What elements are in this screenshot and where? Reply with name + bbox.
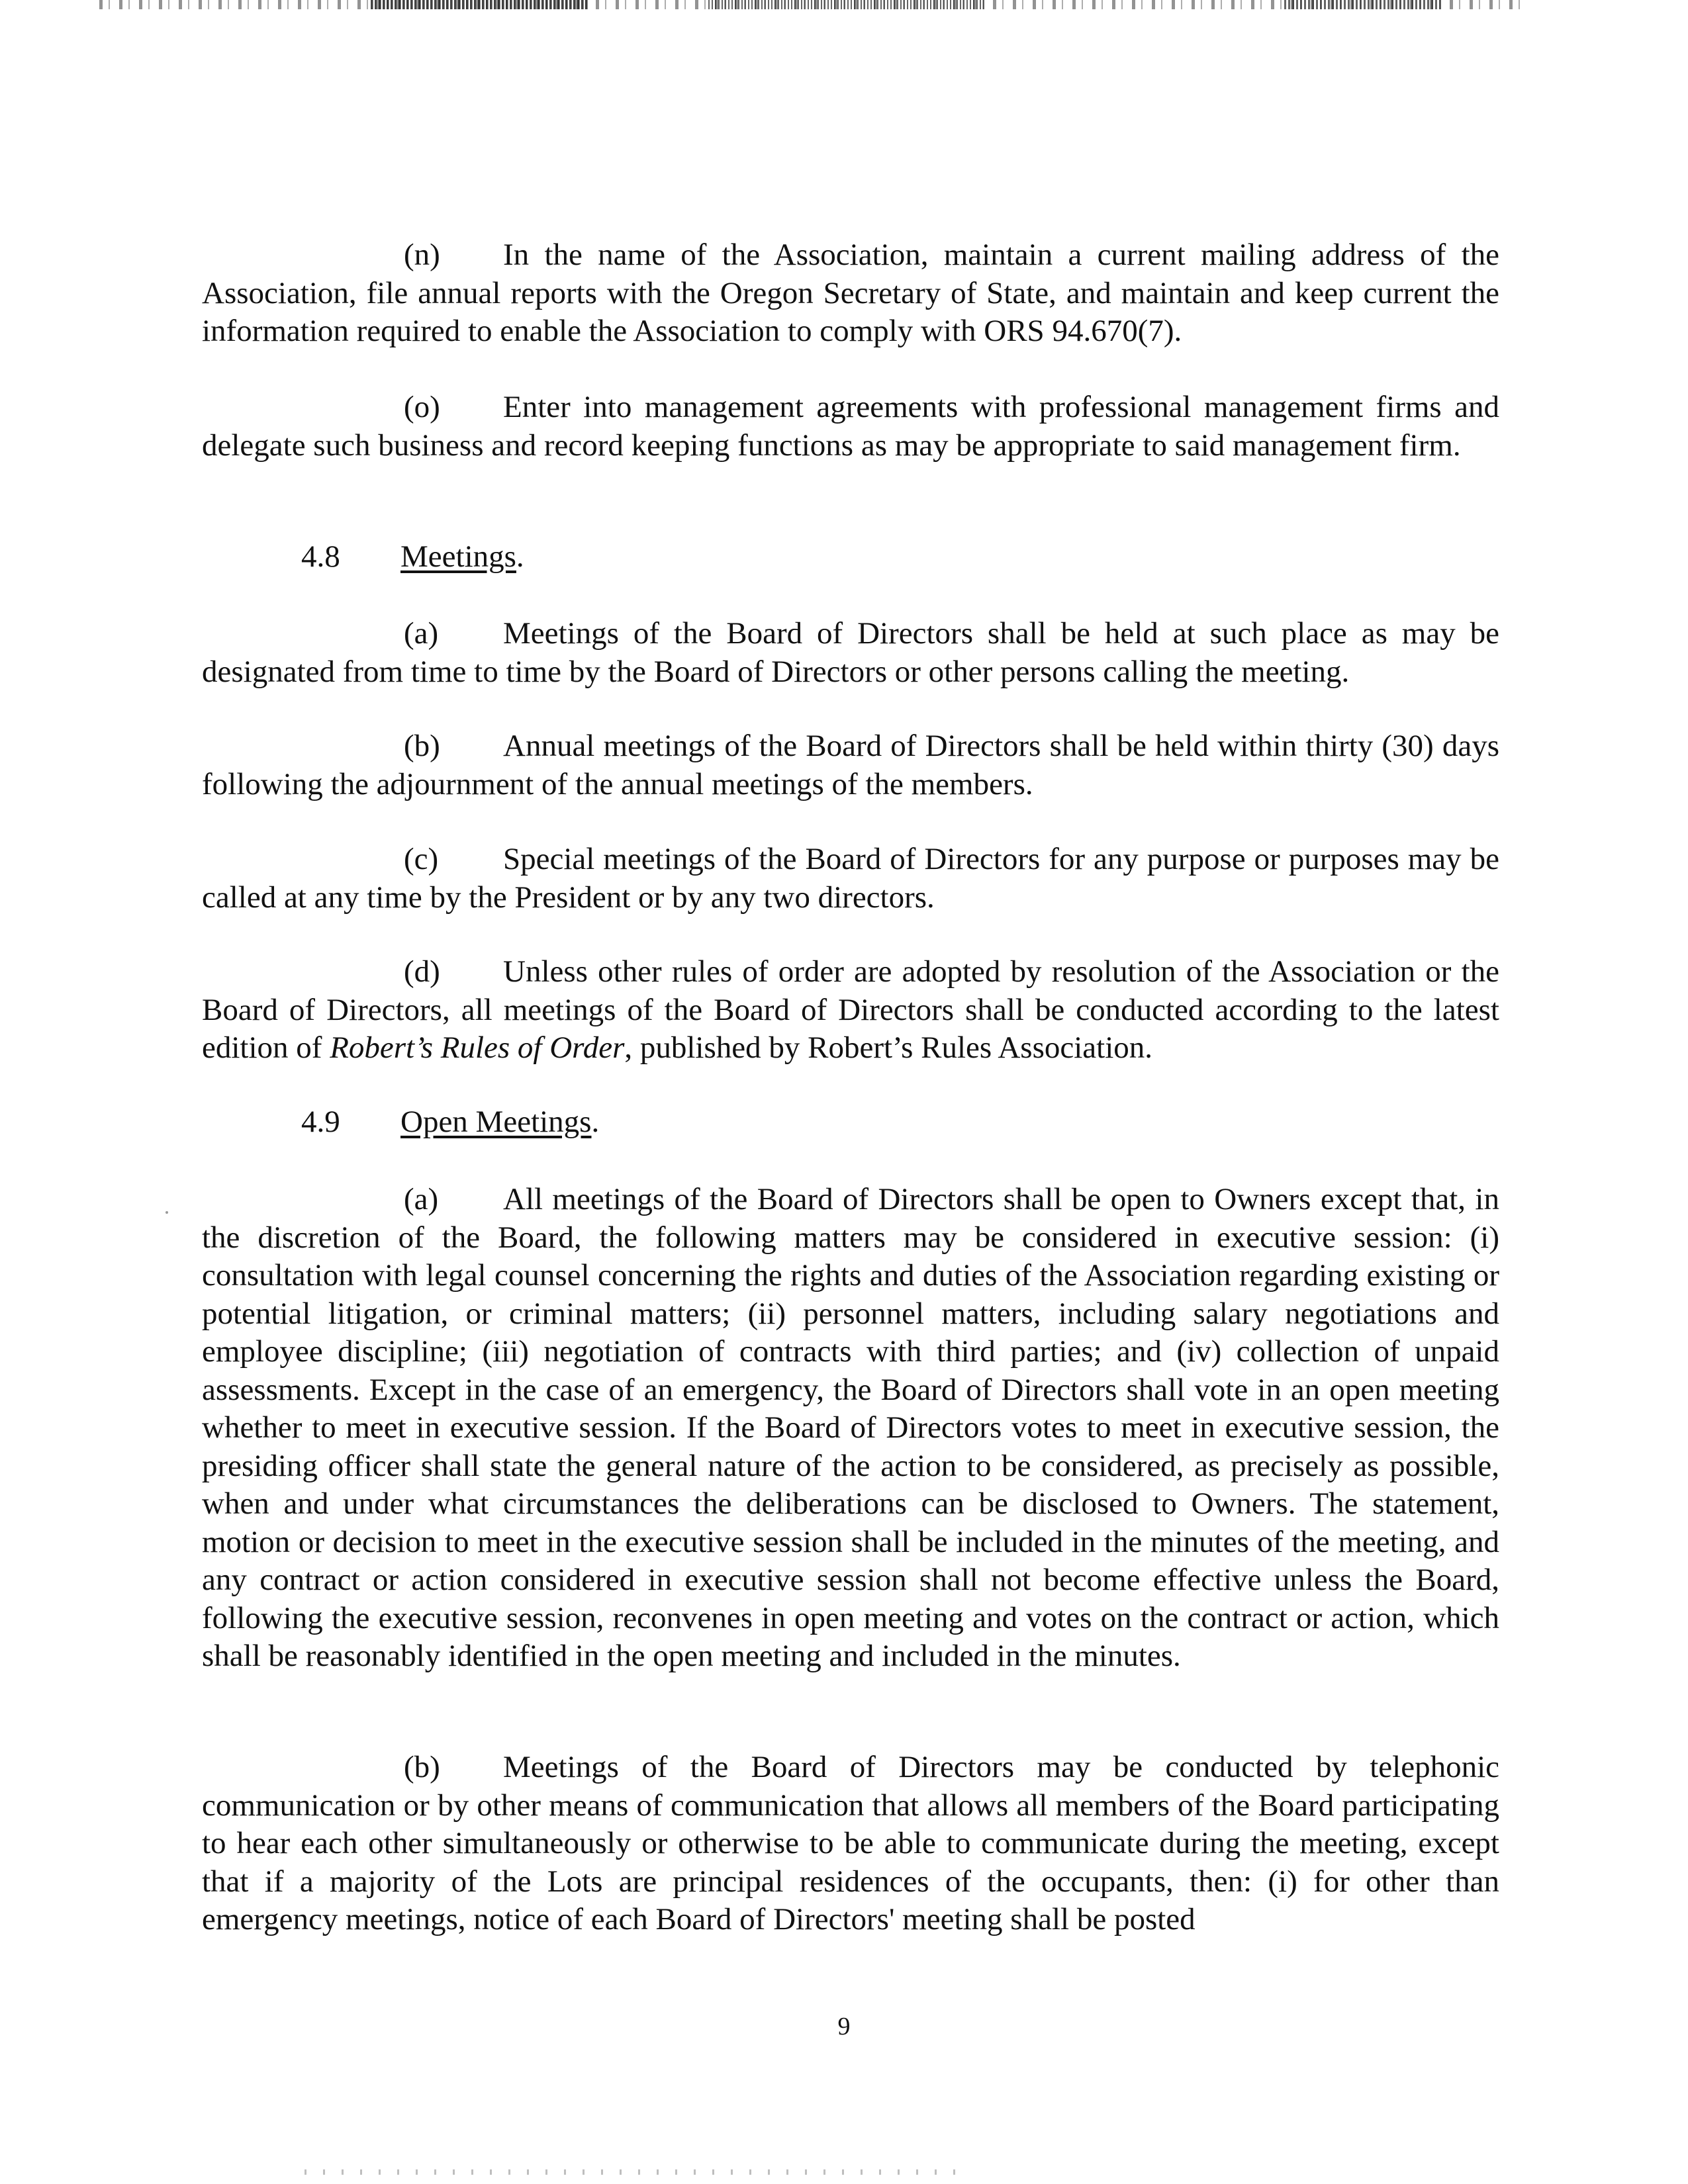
paragraph-label: (d) (404, 954, 440, 989)
paragraph-text: In the name of the Association, maintain a current mailing address of the Association, file annual reports with the Oregon Secretary of State, and maintain and keep current the information required to enable the Association to comply with ORS 94.670(7). (202, 238, 1499, 348)
paragraph-label: (a) (404, 1182, 439, 1216)
section-title: Open Meetings (400, 1105, 592, 1139)
paragraph-label: (b) (404, 1750, 440, 1784)
paragraph-text: Meetings of the Board of Directors may be conducted by telephonic communication or by other means of communication that allows all members of the Board participating to hear each other simultaneously or otherwise to be able to communicate during the meeting, except that if a majority of the Lots are principal residences of the occupants, then: (i) for other than emergency meetings, notice of each Board of Directors' meeting shall be posted (202, 1750, 1499, 1936)
paragraph-n (202, 236, 1499, 351)
paragraph-label: (a) (404, 616, 439, 651)
scan-artifact-speck (165, 1211, 168, 1214)
paragraph-4-8-b (202, 727, 1499, 803)
paragraph-text: Special meetings of the Board of Directors for any purpose or purposes may be called at any time by the President or by any two directors. (202, 842, 1499, 915)
paragraph-text: Unless other rules of order are adopted by resolution of the Association or the Board of Directors, all meetings of the Board of Directors shall be conducted according to the latest edition of (202, 954, 1499, 1065)
paragraph-4-8-a (202, 615, 1499, 691)
paragraph-text: Annual meetings of the Board of Directors shall be held within thirty (30) days following the adjournment of the annual meetings of the members. (202, 729, 1499, 801)
paragraph-text: All meetings of the Board of Directors shall be open to Owners except that, in the discretion of the Board, the following matters may be considered in executive session: (i) consultation with legal counsel concerning the rights and duties of the Association regarding existing or potential litigation, or criminal matters; (ii) personnel matters, including salary negotiations and employee discipline; (iii) negotiation of contracts with third parties; and (iv) collection of unpaid assessments. Except in the case of an emergency, the Board of Directors shall vote in an open meeting whether to meet in executive session. If the Board of Directors votes to meet in executive session, the presiding officer shall state the general nature of the action to be considered, as precisely as possible, when and under what circumstances the deliberations can be disclosed to Owners. The statement, motion or decision to meet in the executive session shall be included in the minutes of the meeting, and any contract or action considered in executive session shall not become effective unless the Board, following the executive session, reconvenes in open meeting and votes on the contract or action, which shall be reasonably identified in the open meeting and included in the minutes. (202, 1182, 1499, 1673)
paragraph-label: (c) (404, 842, 439, 876)
paragraph-4-9-b (202, 1749, 1499, 1939)
section-number: 4.9 (301, 1105, 340, 1139)
section-heading-4-9 (301, 1103, 599, 1142)
paragraph-label: (n) (404, 238, 440, 272)
citation-title: Robert’s Rules of Order (330, 1030, 625, 1065)
section-number: 4.8 (301, 539, 340, 574)
paragraph-label: (o) (404, 390, 440, 424)
section-title-period: . (516, 539, 524, 574)
paragraph-o (202, 388, 1499, 465)
paragraph-4-8-d (202, 953, 1499, 1068)
scan-artifact-top-dense (1284, 0, 1443, 9)
scan-artifact-bottom (305, 2169, 966, 2175)
paragraph-text: Meetings of the Board of Directors shall be held at such place as may be designated from time to time by the Board of Directors or other persons calling the meeting. (202, 616, 1499, 689)
paragraph-text-end: , published by Robert’s Rules Association. (624, 1030, 1153, 1065)
paragraph-4-8-c (202, 841, 1499, 917)
paragraph-label: (b) (404, 729, 440, 763)
scan-artifact-top-dense (708, 0, 986, 9)
section-heading-4-8 (301, 538, 524, 576)
section-title: Meetings (400, 539, 516, 574)
paragraph-text: Enter into management agreements with professional management firms and delegate such business and record keeping functions as may be appropriate to said management firm. (202, 390, 1499, 463)
page-number: 9 (837, 2013, 851, 2040)
paragraph-4-9-a (202, 1181, 1499, 1676)
scan-artifact-top-dense (371, 0, 589, 9)
section-title-period: . (591, 1105, 600, 1139)
